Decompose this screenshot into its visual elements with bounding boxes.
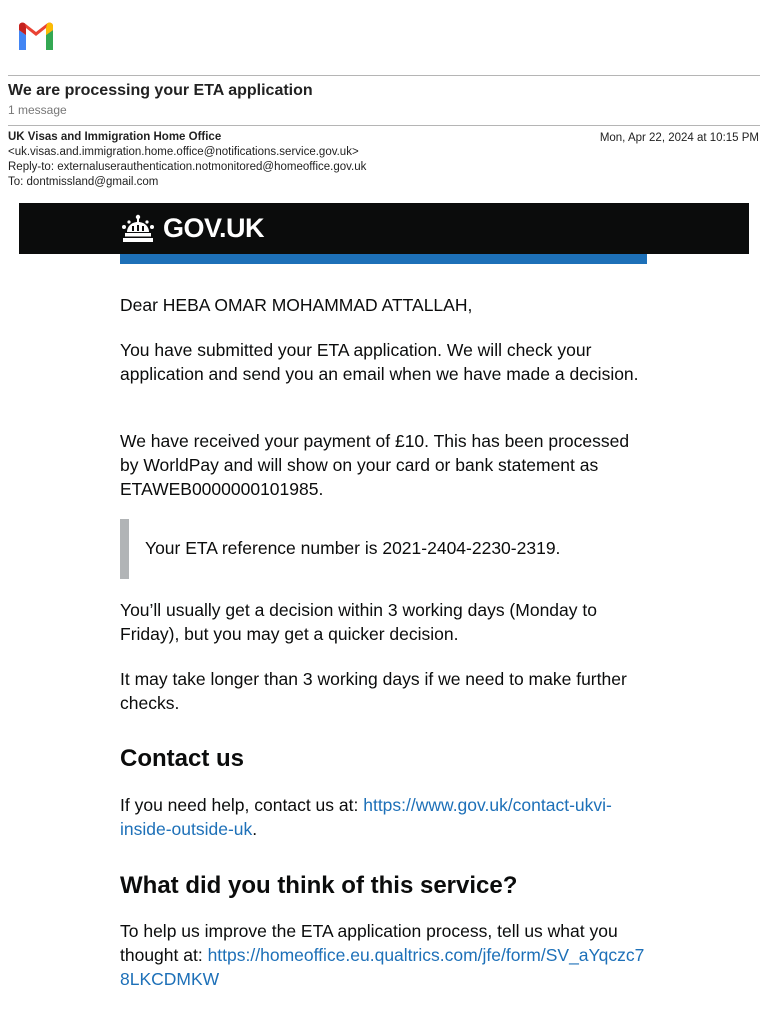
message-count: 1 message <box>8 103 67 117</box>
feedback-paragraph <box>120 919 647 991</box>
email-subject: We are processing your ETA application <box>8 82 313 99</box>
header-divider <box>8 75 760 76</box>
govuk-header <box>19 203 749 254</box>
contact-heading: Contact us <box>120 745 245 772</box>
reference-inset <box>120 519 647 579</box>
greeting: Dear HEBA OMAR MOHAMMAD ATTALLAH, <box>120 295 473 315</box>
paragraph-decision-time: You’ll usually get a decision within 3 working days (Monday to Friday), but you may get a quicker decision. <box>120 600 597 644</box>
header-accent-bar <box>120 254 647 264</box>
contact-text: If you need help, contact us at: <box>120 795 364 815</box>
crown-icon <box>121 214 155 244</box>
reference-number-text: Your ETA reference number is 2021-2404-2230-2319. <box>145 538 561 558</box>
contact-end: . <box>252 819 258 839</box>
contact-paragraph <box>120 793 650 841</box>
feedback-link[interactable]: https://homeoffice.eu.qualtrics.com/jfe/form/SV_aYqczc78LKCDMKW <box>120 945 645 989</box>
contact-link[interactable]: https://www.gov.uk/contact-ukvi-inside-outside-uk <box>120 795 612 839</box>
recipient: To: dontmissland@gmail.com <box>8 176 159 188</box>
feedback-heading: What did you think of this service? <box>120 872 518 899</box>
feedback-text: To help us improve the ETA application process, tell us what you thought at: <box>120 921 618 965</box>
paragraph-further-checks: It may take longer than 3 working days if we need to make further checks. <box>120 669 627 713</box>
sender-email: <uk.visas.and.immigration.home.office@notifications.service.gov.uk> <box>8 146 359 158</box>
gmail-logo-icon[interactable] <box>16 20 56 52</box>
govuk-logo-text: GOV.UK <box>163 213 265 243</box>
subject-divider <box>8 125 760 126</box>
email-date: Mon, Apr 22, 2024 at 10:15 PM <box>599 132 759 144</box>
govuk-logo[interactable] <box>121 213 264 244</box>
sender-name: UK Visas and Immigration Home Office <box>8 131 222 143</box>
reply-to: Reply-to: externaluserauthentication.notmonitored@homeoffice.gov.uk <box>8 161 367 173</box>
paragraph-payment: We have received your payment of £10. This has been processed by WorldPay and will show on your card or bank statement as ETAWEB0000000101985. <box>120 431 630 499</box>
paragraph-submitted: You have submitted your ETA application. We will check your application and send you an email when we have made a decision. <box>120 340 639 384</box>
